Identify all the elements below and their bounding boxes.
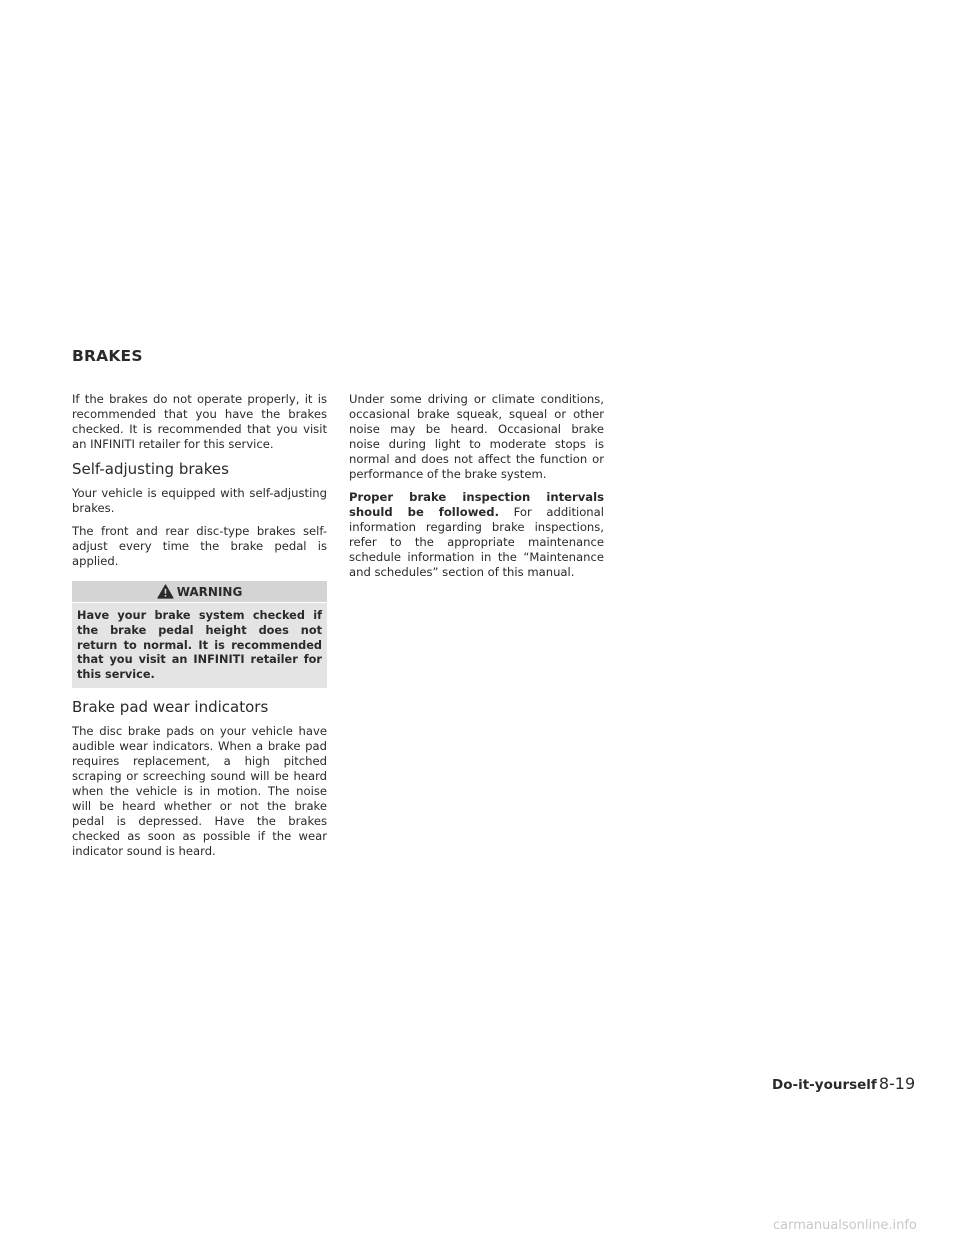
watermark: carmanualsonline.info [773, 1218, 917, 1233]
inspection-paragraph [349, 490, 604, 580]
page-footer [772, 1074, 915, 1093]
warning-text: Have your brake system checked if the brake pedal height does not return to normal. It is recommended that you visit an INFINITI retailer for this service. [77, 609, 322, 682]
pad-wear-heading: Brake pad wear indicators [72, 697, 269, 716]
section-title: BRAKES [72, 347, 143, 365]
warning-label: WARNING [176, 584, 243, 599]
right-column [349, 392, 604, 588]
warning-box [72, 581, 327, 688]
self-adjusting-paragraph-2: The front and rear disc-type brakes self-adjust every time the brake pedal is applied. [72, 524, 327, 568]
pad-wear-paragraph: The disc brake pads on your vehicle have audible wear indicators. When a brake pad requires replacement, a high pitched scraping or screeching sound will be heard when the vehicle is in motion. The noise will be heard whether or not the brake pedal is depressed. Have the brakes checked as soon as possible if the wear indicator sound is heard. [72, 723, 327, 858]
intro-paragraph: If the brakes do not operate properly, it is recommended that you have the brakes checked. It is recommended that you visit an INFINITI retailer for this service. [72, 392, 327, 451]
self-adjusting-heading: Self-adjusting brakes [72, 460, 229, 478]
inspection-bold-lead: Proper brake inspection intervals should be followed. [349, 490, 604, 519]
warning-body [72, 603, 327, 688]
inspection-rest: For additional information regarding brake inspections, refer to the appropriate maintenance schedule information in the “Maintenance and schedules” section of this manual. [349, 505, 604, 579]
brake-noise-paragraph: Under some driving or climate conditions, occasional brake squeak, squeal or other noise may be heard. Occasional brake noise during light to moderate stops is normal and does not affect the function or performance of the brake system. [349, 392, 604, 481]
footer-section-name: Do-it-yourself [772, 1077, 877, 1093]
warning-header [72, 581, 327, 602]
warning-triangle-icon [157, 584, 174, 599]
left-column [72, 392, 327, 867]
page-number: 8-19 [878, 1074, 916, 1093]
self-adjusting-paragraph-1: Your vehicle is equipped with self-adjusting brakes. [72, 486, 327, 515]
